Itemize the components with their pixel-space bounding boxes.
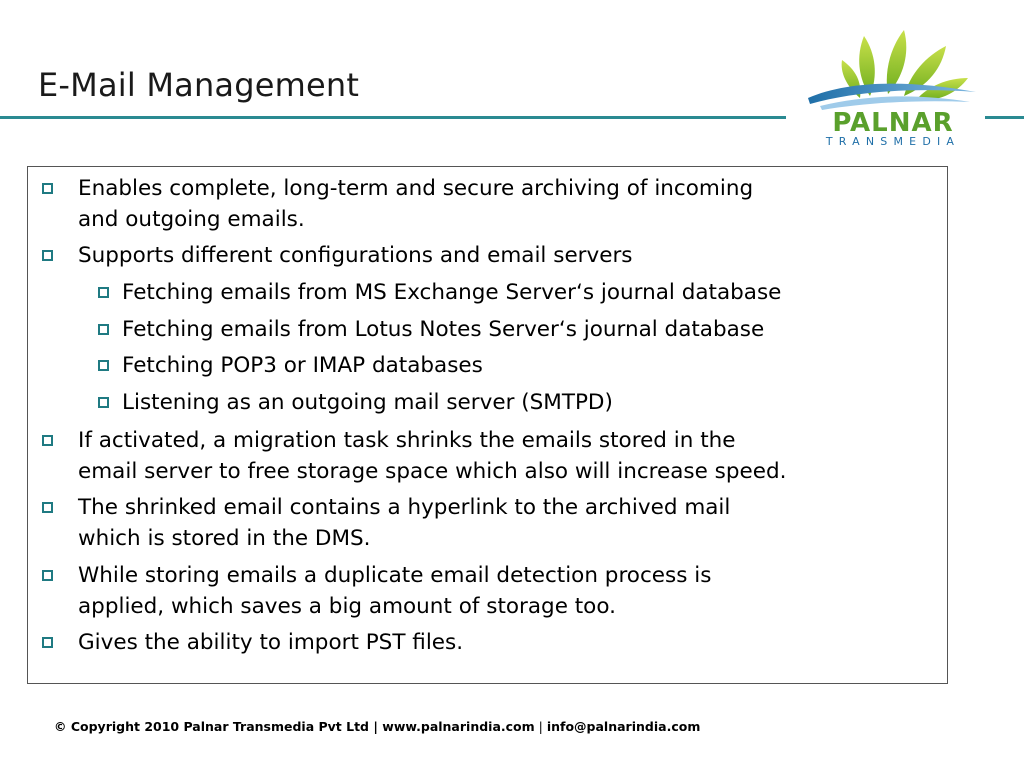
footer bbox=[54, 719, 700, 734]
bullet-line: Listening as an outgoing mail server (SMTPD) bbox=[122, 390, 613, 415]
logo-sub-text: TRANSMEDIA bbox=[825, 135, 961, 148]
square-bullet-icon bbox=[98, 287, 109, 298]
square-bullet-icon bbox=[98, 397, 109, 408]
square-bullet-icon bbox=[98, 324, 109, 335]
footer-copyright: © Copyright 2010 Palnar Transmedia Pvt Ltd | www.palnarindia.com bbox=[54, 719, 535, 734]
bullet-line: applied, which saves a big amount of storage too. bbox=[78, 594, 616, 619]
bullet-line: which is stored in the DMS. bbox=[78, 526, 371, 551]
title-divider bbox=[0, 116, 786, 119]
bullet-line: Gives the ability to import PST files. bbox=[78, 630, 464, 655]
square-bullet-icon bbox=[42, 183, 53, 194]
title-divider-right bbox=[985, 116, 1024, 119]
bullet-line: Fetching POP3 or IMAP databases bbox=[122, 353, 483, 378]
bullet-line: and outgoing emails. bbox=[78, 207, 305, 232]
bullet-line: Fetching emails from Lotus Notes Server‘s journal database bbox=[122, 317, 765, 342]
square-bullet-icon bbox=[98, 360, 109, 371]
footer-separator: | bbox=[534, 719, 547, 734]
square-bullet-icon bbox=[42, 435, 53, 446]
footer-email[interactable]: info@palnarindia.com bbox=[546, 719, 701, 734]
bullet-line: If activated, a migration task shrinks the emails stored in the bbox=[78, 428, 736, 453]
slide-title: E-Mail Management bbox=[38, 66, 360, 104]
bullet-line: Enables complete, long-term and secure archiving of incoming bbox=[78, 176, 754, 201]
bullet-line: Supports different configurations and email servers bbox=[78, 243, 633, 268]
bullet-line: While storing emails a duplicate email detection process is bbox=[78, 563, 712, 588]
leaf-swoosh-icon bbox=[800, 22, 984, 118]
square-bullet-icon bbox=[42, 570, 53, 581]
bullet-line: The shrinked email contains a hyperlink to the archived mail bbox=[78, 495, 731, 520]
logo-brand-text: PALNAR bbox=[832, 108, 954, 138]
bullet-line: Fetching emails from MS Exchange Server‘s journal database bbox=[122, 280, 782, 305]
company-logo bbox=[800, 22, 984, 152]
square-bullet-icon bbox=[42, 637, 53, 648]
bullet-line: email server to free storage space which also will increase speed. bbox=[78, 459, 787, 484]
content-box bbox=[27, 166, 948, 684]
square-bullet-icon bbox=[42, 250, 53, 261]
square-bullet-icon bbox=[42, 502, 53, 513]
